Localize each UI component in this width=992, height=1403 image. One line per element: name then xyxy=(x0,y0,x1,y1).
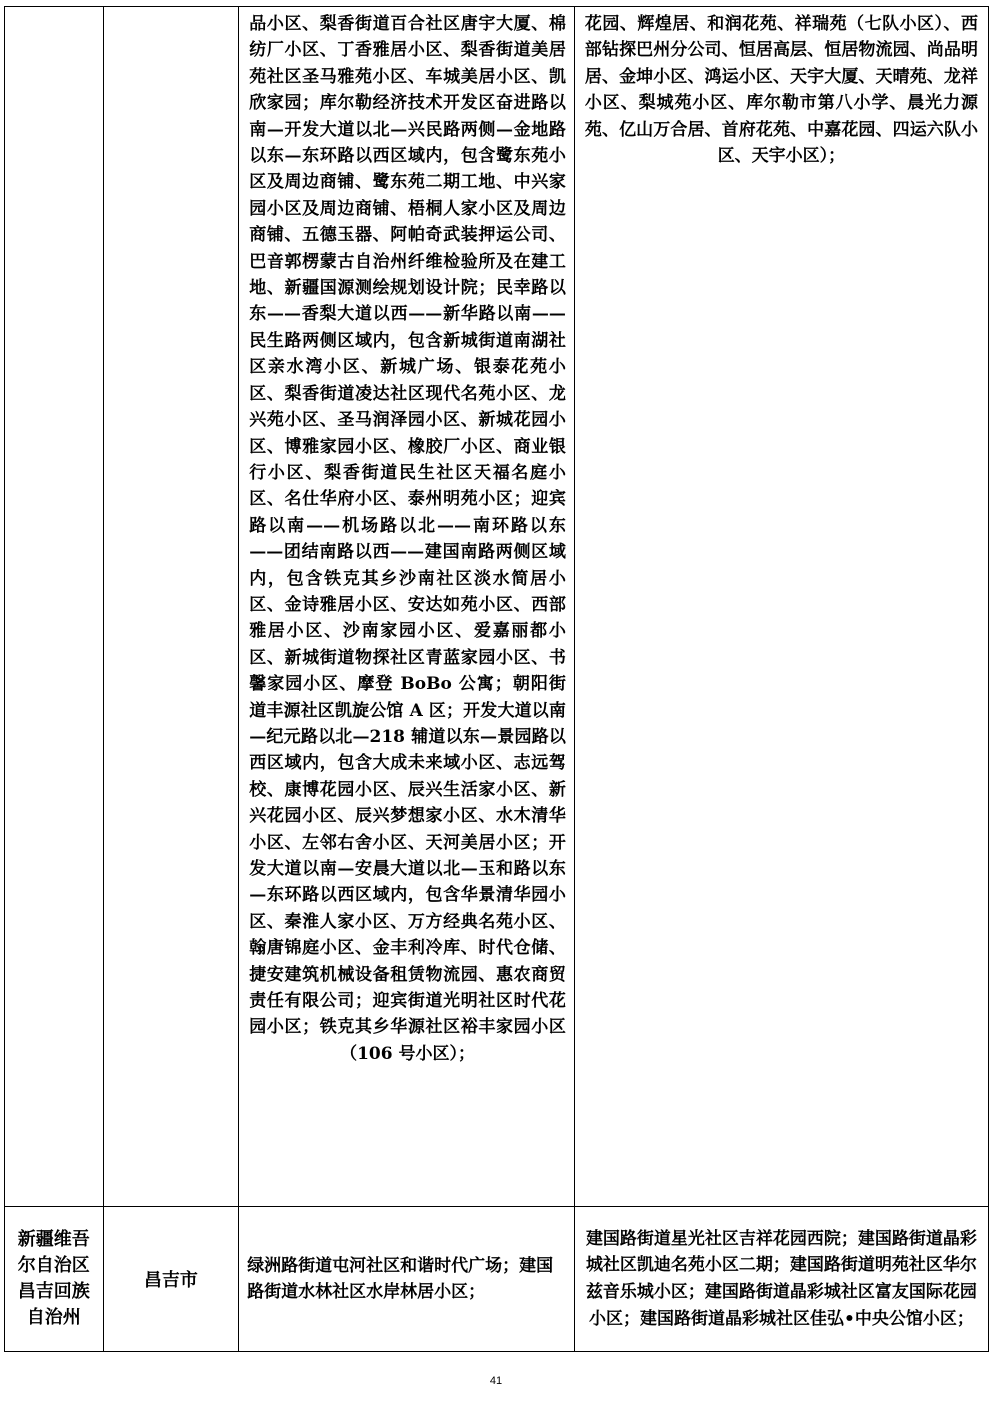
other-areas-text: 建国路街道星光社区吉祥花园西院；建国路街道晶彩城社区凯迪名苑小区二期；建国路街道明苑社区华尔兹音乐城小区；建国路街道晶彩城社区富友国际花园小区；建国路街道晶彩城社区佳弘•中央公馆小区； xyxy=(585,1228,977,1329)
areas-cell xyxy=(239,7,575,1207)
areas-cell xyxy=(239,1207,575,1352)
other-areas-cell xyxy=(574,7,988,1207)
table-row xyxy=(5,7,989,1207)
page-number: 41 xyxy=(489,1375,503,1387)
table-row xyxy=(5,1207,989,1352)
province-cell xyxy=(5,1207,104,1352)
areas-text: 绿洲路街道屯河社区和谐时代广场；建国路街道水林社区水岸林居小区； xyxy=(247,1255,554,1302)
region-table xyxy=(4,6,989,1352)
city-label: 昌吉市 xyxy=(143,1270,198,1291)
other-areas-text: 花园、辉煌居、和润花苑、祥瑞苑（七队小区）、西部钻探巴州分公司、恒居高层、恒居物流园、尚品明居、金坤小区、鸿运小区、天宇大厦、天晴苑、龙祥小区、梨城苑小区、库尔勒市第八小学、晨光力源苑、亿山万合居、首府花苑、中嘉花园、四运六队小区、天宇小区）； xyxy=(584,14,978,167)
areas-text: 品小区、梨香街道百合社区唐宇大厦、棉纺厂小区、丁香雅居小区、梨香街道美居苑社区圣马雅苑小区、车城美居小区、凯欣家园；库尔勒经济技术开发区奋进路以南—开发大道以北—兴民路两侧—金地路以东—东环路以西区域内，包含鹭东苑小区及周边商铺、鹭东苑二期工地、中兴家园小区及周边商铺、梧桐人家小区及周边商铺、五德玉器、阿帕奇武装押运公司、巴音郭楞蒙古自治州纤维检验所及在建工地、新疆国源测绘规划设计院；民幸路以东——香梨大道以西——新华路以南——民生路两侧区域内，包含新城街道南湖社区亲水湾小区、新城广场、银泰花苑小区、梨香街道凌达社区现代名苑小区、龙兴苑小区、圣马润泽园小区、新城花园小区、博雅家园小区、橡胶厂小区、商业银行小区、梨香街道民生社区天福名庭小区、名仕华府小区、泰州明苑小区；迎宾路以南——机场路以北——南环路以东——团结南路以西——建国南路两侧区域内，包含铁克其乡沙南社区淡水简居小区、金诗雅居小区、安达如苑小区、西部雅居小区、沙南家园小区、爱嘉丽都小区、新城街道物探社区青蓝家园小区、书馨家园小区、摩登 BoBo 公寓；朝阳街道丰源社区凯旋公馆 A 区；开发大道以南—纪元路以北—218 辅道以东—景园路以西区域内，包含大成未来域小区、志远驾校、康博花园小区、辰兴生活家小区、新兴花园小区、辰兴梦想家小区、水木清华小区、左邻右舍小区、天河美居小区；开发大道以南—安晨大道以北—玉和路以东—东环路以西区域内，包含华景清华园小区、秦淮人家小区、万方经典名苑小区、翰唐锦庭小区、金丰利冷库、时代仓储、捷安建筑机械设备租赁物流园、惠农商贸责任有限公司；迎宾街道光明社区时代花园小区；铁克其乡华源社区裕丰家园小区（106 号小区）； xyxy=(249,14,566,1064)
province-label: 新疆维吾尔自治区昌吉回族自治州 xyxy=(17,1229,90,1328)
city-cell xyxy=(103,7,239,1207)
other-areas-cell xyxy=(574,1207,988,1352)
province-cell xyxy=(5,7,104,1207)
city-cell xyxy=(103,1207,239,1352)
